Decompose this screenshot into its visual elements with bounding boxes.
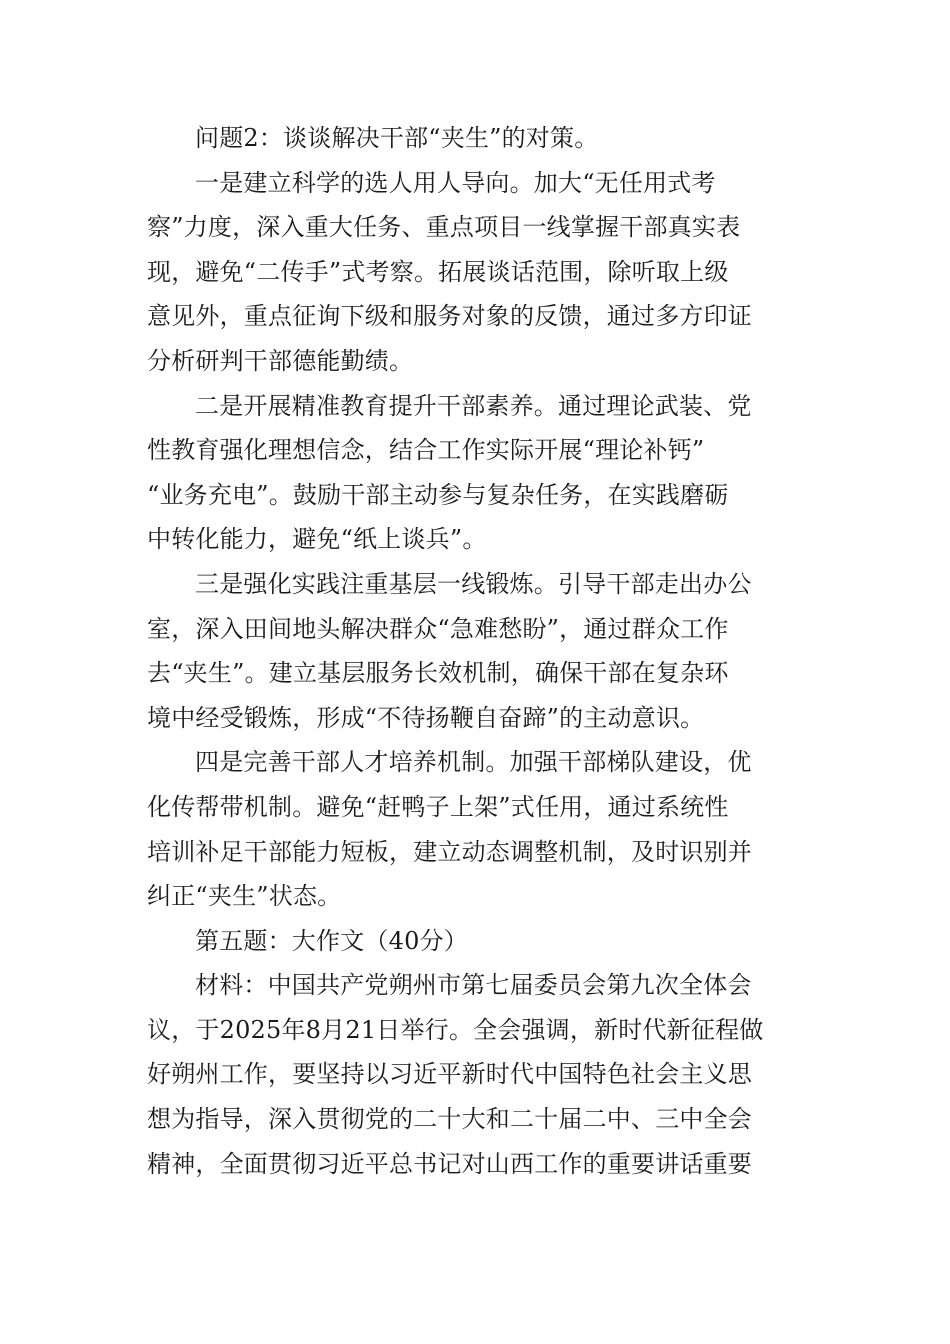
paragraph-3-line-3: 去“夹生”。建立基层服务长效机制，确保干部在复杂环: [147, 659, 729, 688]
material-line-2: 议，于2025年8月21日举行。全会强调，新时代新征程做: [147, 1015, 764, 1044]
paragraph-2-line-2: 性教育强化理想信念，结合工作实际开展“理论补钙”: [147, 436, 705, 465]
paragraph-4-line-4: 纠正“夹生”状态。: [147, 882, 342, 911]
paragraph-3-line-4: 境中经受锻炼，形成“不待扬鞭自奋蹄”的主动意识。: [147, 703, 705, 732]
question-5-heading: 第五题：大作文（40分）: [195, 926, 468, 955]
paragraph-4-line-2: 化传帮带机制。避免“赶鸭子上架”式任用，通过系统性: [147, 792, 729, 821]
paragraph-2-line-4: 中转化能力，避免“纸上谈兵”。: [147, 525, 487, 554]
paragraph-4-line-3: 培训补足干部能力短板，建立动态调整机制，及时识别并: [147, 837, 752, 866]
material-line-5: 精神，全面贯彻习近平总书记对山西工作的重要讲话重要: [147, 1149, 752, 1178]
paragraph-3-line-1: 三是强化实践注重基层一线锻炼。引导干部走出办公: [195, 569, 752, 598]
paragraph-1-line-4: 意见外，重点征询下级和服务对象的反馈，通过多方印证: [147, 302, 752, 331]
paragraph-1-line-5: 分析研判干部德能勤绩。: [147, 346, 414, 375]
paragraph-2-line-1: 二是开展精准教育提升干部素养。通过理论武装、党: [195, 391, 752, 420]
material-line-3: 好朔州工作，要坚持以习近平新时代中国特色社会主义思: [147, 1060, 752, 1089]
paragraph-4-line-1: 四是完善干部人才培养机制。加强干部梯队建设，优: [195, 748, 752, 777]
document-body: [147, 116, 805, 1186]
paragraph-2-line-3: “业务充电”。鼓励干部主动参与复杂任务，在实践磨砺: [147, 480, 729, 509]
paragraph-1-line-1: 一是建立科学的选人用人导向。加大“无任用式考: [195, 168, 716, 197]
material-line-1: 材料：中国共产党朔州市第七届委员会第九次全体会: [195, 971, 752, 1000]
material-line-4: 想为指导，深入贯彻党的二十大和二十届二中、三中全会: [147, 1105, 752, 1134]
question-2-heading: 问题2：谈谈解决干部“夹生”的对策。: [195, 124, 599, 152]
paragraph-1-line-2: 察”力度，深入重大任务、重点项目一线掌握干部真实表: [147, 213, 741, 242]
paragraph-3-line-2: 室，深入田间地头解决群众“急难愁盼”，通过群众工作: [147, 614, 729, 643]
paragraph-1-line-3: 现，避免“二传手”式考察。拓展谈话范围，除听取上级: [147, 257, 729, 286]
